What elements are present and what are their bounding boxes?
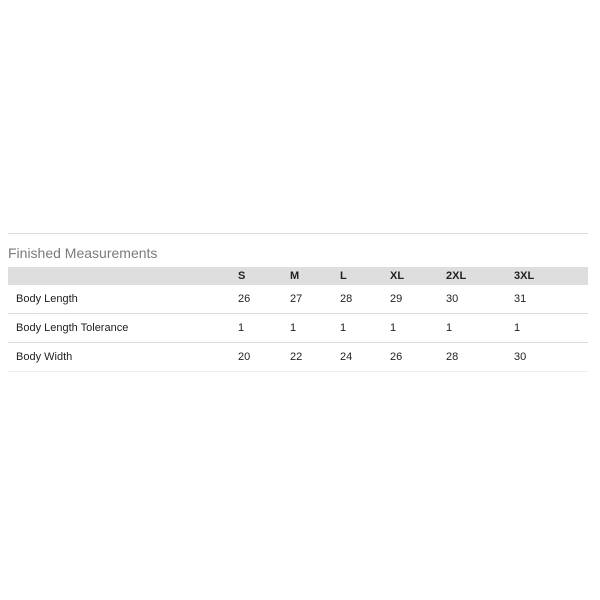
header-cell-m: M [290,270,300,282]
table-cell: 20 [238,351,251,363]
table-cell: 30 [446,285,514,314]
table-cell: 29 [390,285,446,314]
table-cell: 31 [514,285,588,314]
table-header-row [8,267,588,285]
bottom-divider [8,371,588,372]
table-cell: 1 [290,314,340,343]
finished-measurements-panel [8,233,588,372]
table-row [8,343,588,372]
top-divider [8,233,588,234]
header-cell-xl: XL [390,270,405,282]
header-cell-s: S [238,270,246,282]
header-cell-l: L [340,270,347,282]
row-label: Body Width [16,351,73,363]
table-cell: 28 [340,285,390,314]
size-chart-table [8,267,588,371]
table-cell: 1 [446,314,514,343]
header-cell-2xl: 2XL [446,270,467,282]
table-cell: 1 [390,314,446,343]
table-cell: 28 [446,351,459,363]
table-cell: 1 [514,314,588,343]
table-cell: 30 [514,351,527,363]
table-cell: 1 [340,314,390,343]
table-cell: 27 [290,285,340,314]
table-cell: 26 [238,285,290,314]
table-cell: 26 [390,351,403,363]
row-label: Body Length Tolerance [8,314,238,343]
table-row [8,314,588,343]
header-cell-label [8,267,238,285]
table-row [8,285,588,314]
header-cell-3xl: 3XL [514,270,535,282]
section-title: Finished Measurements [8,245,158,261]
table-cell: 22 [290,351,303,363]
table-cell: 24 [340,351,353,363]
table-cell: 1 [238,314,290,343]
row-label: Body Length [8,285,238,314]
